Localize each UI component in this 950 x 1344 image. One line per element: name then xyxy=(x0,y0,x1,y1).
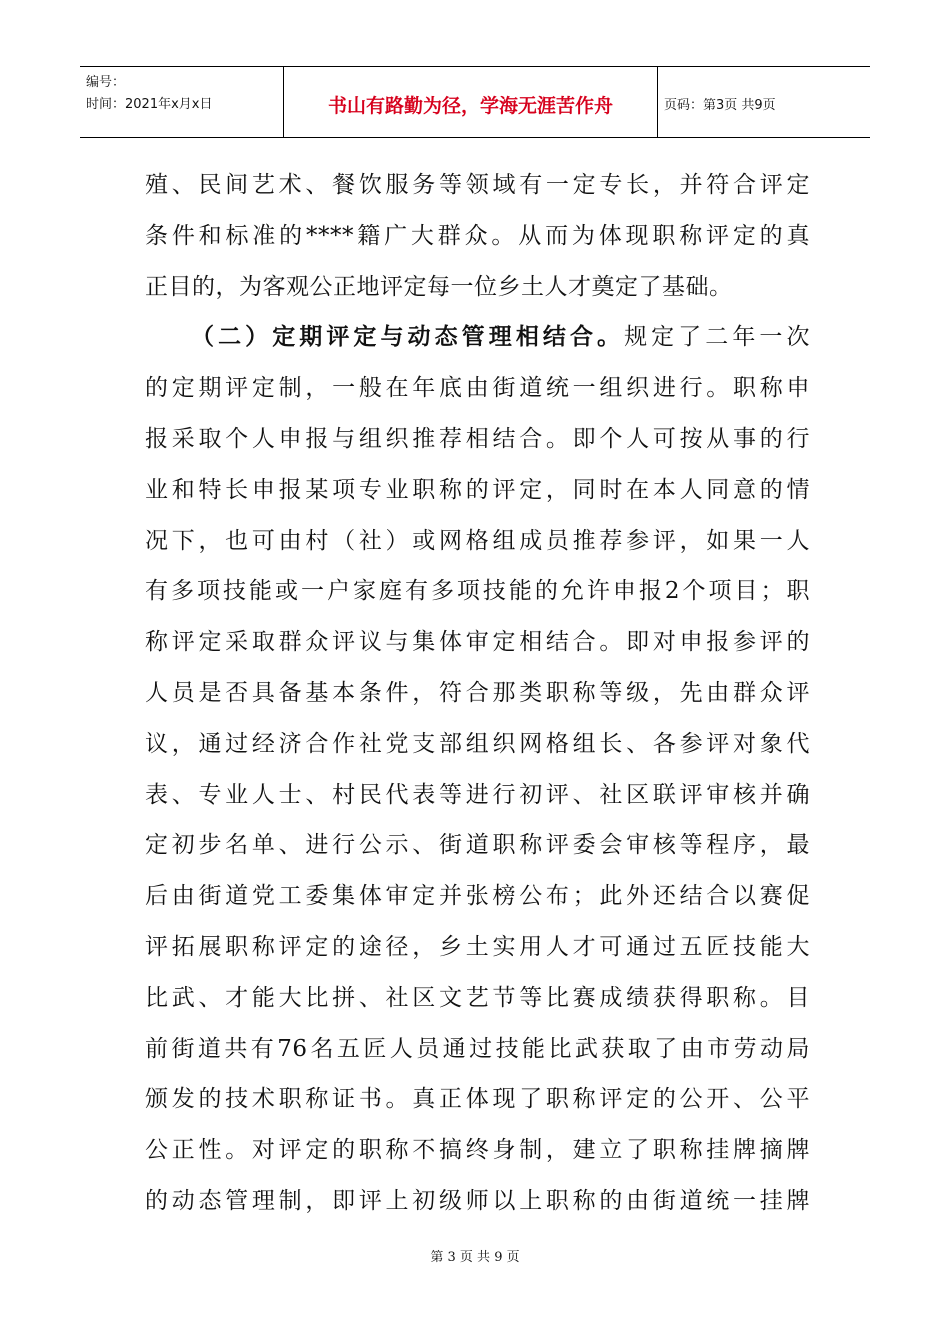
body-line: 的动态管理制，即评上初级师以上职称的由街道统一挂牌 xyxy=(145,1187,810,1214)
header-page-code: 页码：第3页 共9页 xyxy=(664,98,776,113)
section-heading: （二）定期评定与动态管理相结合。 xyxy=(191,323,625,351)
body-line: 定初步名单、进行公示、街道职称评委会审核等程序，最 xyxy=(145,832,810,859)
document-body xyxy=(145,160,810,1227)
body-line: 比武、才能大比拼、社区文艺节等比赛成绩获得职称。目 xyxy=(145,984,810,1011)
body-line: 表、专业人士、村民代表等进行初评、社区联评审核并确 xyxy=(145,781,810,808)
header-motto-cell xyxy=(284,67,658,137)
body-line: 殖、民间艺术、餐饮服务等领域有一定专长，并符合评定 xyxy=(145,172,810,198)
body-line: 有多项技能或一户家庭有多项技能的允许申报2个项目；职 xyxy=(145,578,810,605)
section-heading-rest: 规定了二年一次 xyxy=(624,324,811,351)
body-line: 业和特长申报某项专业职称的评定，同时在本人同意的情 xyxy=(145,476,810,503)
document-number-label: 编号： xyxy=(86,75,126,90)
body-line: 颁发的技术职称证书。真正体现了职称评定的公开、公平 xyxy=(145,1086,810,1113)
body-line: 评拓展职称评定的途径，乡土实用人才可通过五匠技能大 xyxy=(145,933,810,960)
page-footer: 第 3 页 共 9 页 xyxy=(430,1250,520,1265)
header-motto: 书山有路勤为径，学海无涯苦作舟 xyxy=(327,95,613,117)
body-line: 后由街道党工委集体审定并张榜公布；此外还结合以赛促 xyxy=(145,883,810,910)
header-meta-cell xyxy=(80,67,284,137)
body-line: 人员是否具备基本条件，符合那类职称等级，先由群众评 xyxy=(145,679,810,706)
body-line: 的定期评定制，一般在年底由街道统一组织进行。职称申 xyxy=(145,375,810,402)
body-line: 条件和标准的****籍广大群众。从而为体现职称评定的真 xyxy=(145,222,810,249)
body-line: 况下，也可由村（社）或网格组成员推荐参评，如果一人 xyxy=(145,527,810,554)
page-header xyxy=(80,66,870,138)
body-line: 正目的，为客观公正地评定每一位乡土人才奠定了基础。 xyxy=(145,273,733,300)
body-line: 称评定采取群众评议与集体审定相结合。即对申报参评的 xyxy=(145,629,810,656)
body-line: 议，通过经济合作社党支部组织网格组长、各参评对象代 xyxy=(145,730,810,757)
body-line: 报采取个人申报与组织推荐相结合。即个人可按从事的行 xyxy=(145,425,810,452)
document-time-label: 时间：2021年x月x日 xyxy=(86,97,213,112)
section-heading-line xyxy=(145,312,810,363)
header-page-cell xyxy=(658,67,870,137)
body-line: 公正性。对评定的职称不搞终身制，建立了职称挂牌摘牌 xyxy=(145,1137,810,1164)
body-line: 前街道共有76名五匠人员通过技能比武获取了由市劳动局 xyxy=(145,1035,810,1062)
